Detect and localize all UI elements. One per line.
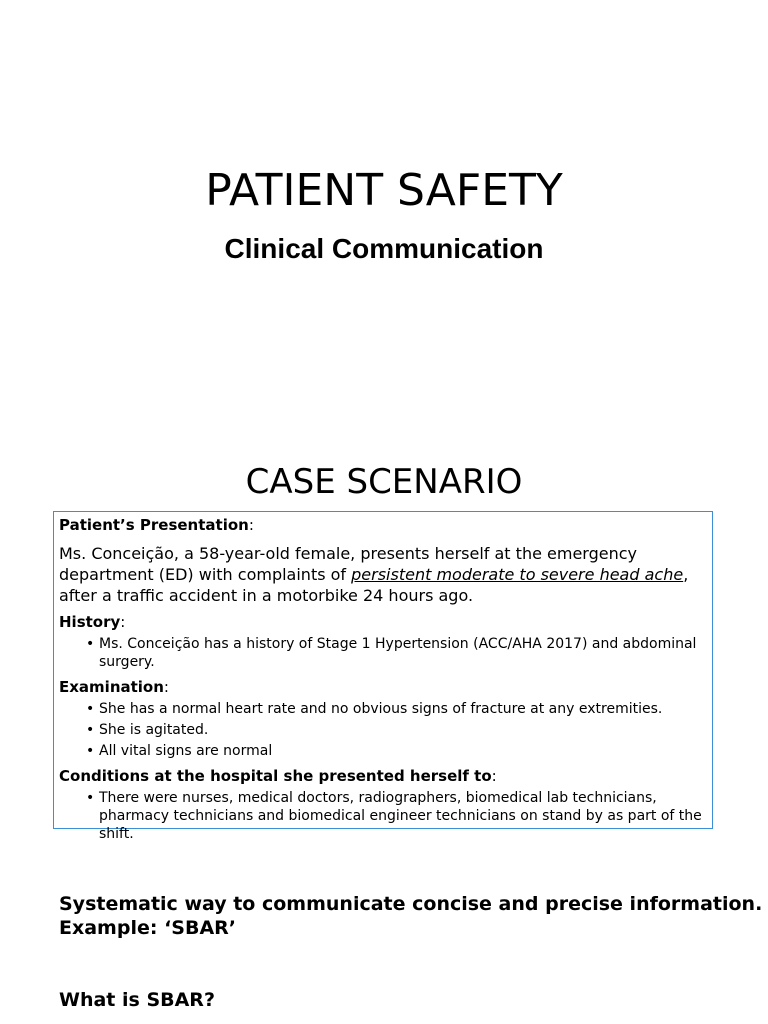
case-scenario-box <box>53 511 713 842</box>
sbar-example-line: Example: ‘SBAR’ <box>59 917 237 939</box>
history-colon: : <box>120 613 126 631</box>
examination-header <box>59 677 708 697</box>
presentation-text <box>59 543 708 606</box>
history-item: • Ms. Conceição has a history of Stage 1 Hypertension (ACC/AHA 2017) and abdominal surgery. <box>99 635 708 671</box>
what-is-sbar-heading: What is SBAR? <box>59 989 215 1011</box>
conditions-label: Conditions at the hospital she presented herself to <box>59 767 492 785</box>
presentation-text-post: , after a traffic accident in a motorbike 24 hours ago. <box>59 565 689 605</box>
conditions-colon: : <box>491 767 497 785</box>
examination-item: • All vital signs are normal <box>99 742 708 760</box>
systematic-line: Systematic way to communicate concise and precise information. <box>59 893 763 915</box>
conditions-header <box>59 766 708 786</box>
page-subtitle: Clinical Communication <box>224 233 544 264</box>
examination-item: • She is agitated. <box>99 721 708 739</box>
history-list <box>59 635 708 671</box>
history-label: History <box>59 613 121 631</box>
presentation-label: Patient’s Presentation <box>59 516 249 534</box>
presentation-colon: : <box>248 516 254 534</box>
presentation-text-emphasis: persistent moderate to severe head ache <box>351 565 684 584</box>
examination-list <box>59 700 708 760</box>
examination-colon: : <box>163 678 169 696</box>
presentation-header <box>59 515 708 535</box>
case-scenario-heading: CASE SCENARIO <box>245 462 523 502</box>
history-header <box>59 612 708 632</box>
conditions-list <box>59 789 708 843</box>
examination-label: Examination <box>59 678 164 696</box>
conditions-item: • There were nurses, medical doctors, radiographers, biomedical lab technicians, pharmacy technicians and biomedical engineer technicians on stand by as part of the shift. <box>99 789 708 843</box>
presentation-text-pre: Ms. Conceição, a 58-year-old female, presents herself at the emergency department (ED) with complaints of <box>59 544 637 584</box>
examination-item: • She has a normal heart rate and no obvious signs of fracture at any extremities. <box>99 700 708 718</box>
page-title: PATIENT SAFETY <box>205 165 563 216</box>
